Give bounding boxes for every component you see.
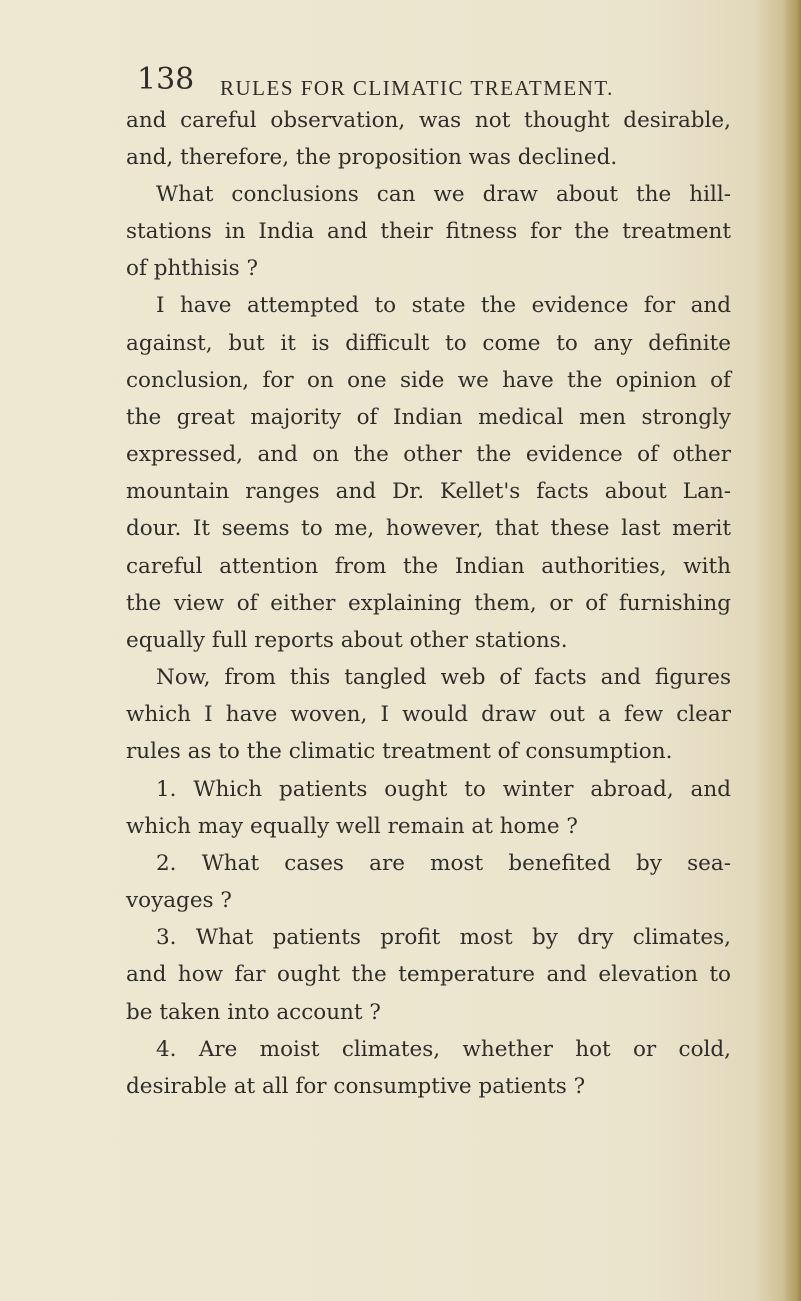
text-line: against, but it is difficult to come to any definite: [126, 331, 731, 356]
text-line: and careful observation, was not thought desirable,: [126, 108, 731, 133]
text-line: the great majority of Indian medical men strongly: [126, 405, 731, 430]
text-line: careful attention from the Indian authorities, with: [126, 554, 731, 579]
text-line: and how far ought the temperature and elevation to: [126, 962, 731, 987]
text-line: the view of either explaining them, or of furnishing: [126, 591, 731, 616]
page-edge-shadow: [783, 0, 801, 1301]
text-line: equally full reports about other stations.: [126, 628, 568, 653]
text-line: rules as to the climatic treatment of consumption.: [126, 739, 673, 764]
text-line: 3. What patients profit most by dry climates,: [156, 925, 731, 950]
page-number: 138: [137, 62, 195, 97]
text-line: desirable at all for consumptive patients ?: [126, 1074, 586, 1099]
text-line: be taken into account ?: [126, 1000, 381, 1025]
text-line: dour. It seems to me, however, that these last merit: [126, 516, 731, 541]
text-line: I have attempted to state the evidence for and: [156, 293, 731, 318]
text-line: What conclusions can we draw about the hill-: [156, 182, 731, 207]
text-line: 2. What cases are most benefited by sea-: [156, 851, 731, 876]
text-line: voyages ?: [126, 888, 232, 913]
running-title: RULES FOR CLIMATIC TREATMENT.: [220, 76, 614, 100]
text-line: which I have woven, I would draw out a few clear: [126, 702, 731, 727]
text-line: conclusion, for on one side we have the opinion of: [126, 368, 731, 393]
page-header: [0, 62, 801, 112]
text-line: which may equally well remain at home ?: [126, 814, 578, 839]
text-line: Now, from this tangled web of facts and figures: [156, 665, 731, 690]
text-line: 4. Are moist climates, whether hot or cold,: [156, 1037, 731, 1062]
text-line: mountain ranges and Dr. Kellet's facts about Lan-: [126, 479, 731, 504]
text-line: 1. Which patients ought to winter abroad, and: [156, 777, 731, 802]
text-line: expressed, and on the other the evidence of other: [126, 442, 731, 467]
text-line: stations in India and their fitness for the treatment: [126, 219, 731, 244]
text-line: and, therefore, the proposition was declined.: [126, 145, 618, 170]
text-line: of phthisis ?: [126, 256, 259, 281]
